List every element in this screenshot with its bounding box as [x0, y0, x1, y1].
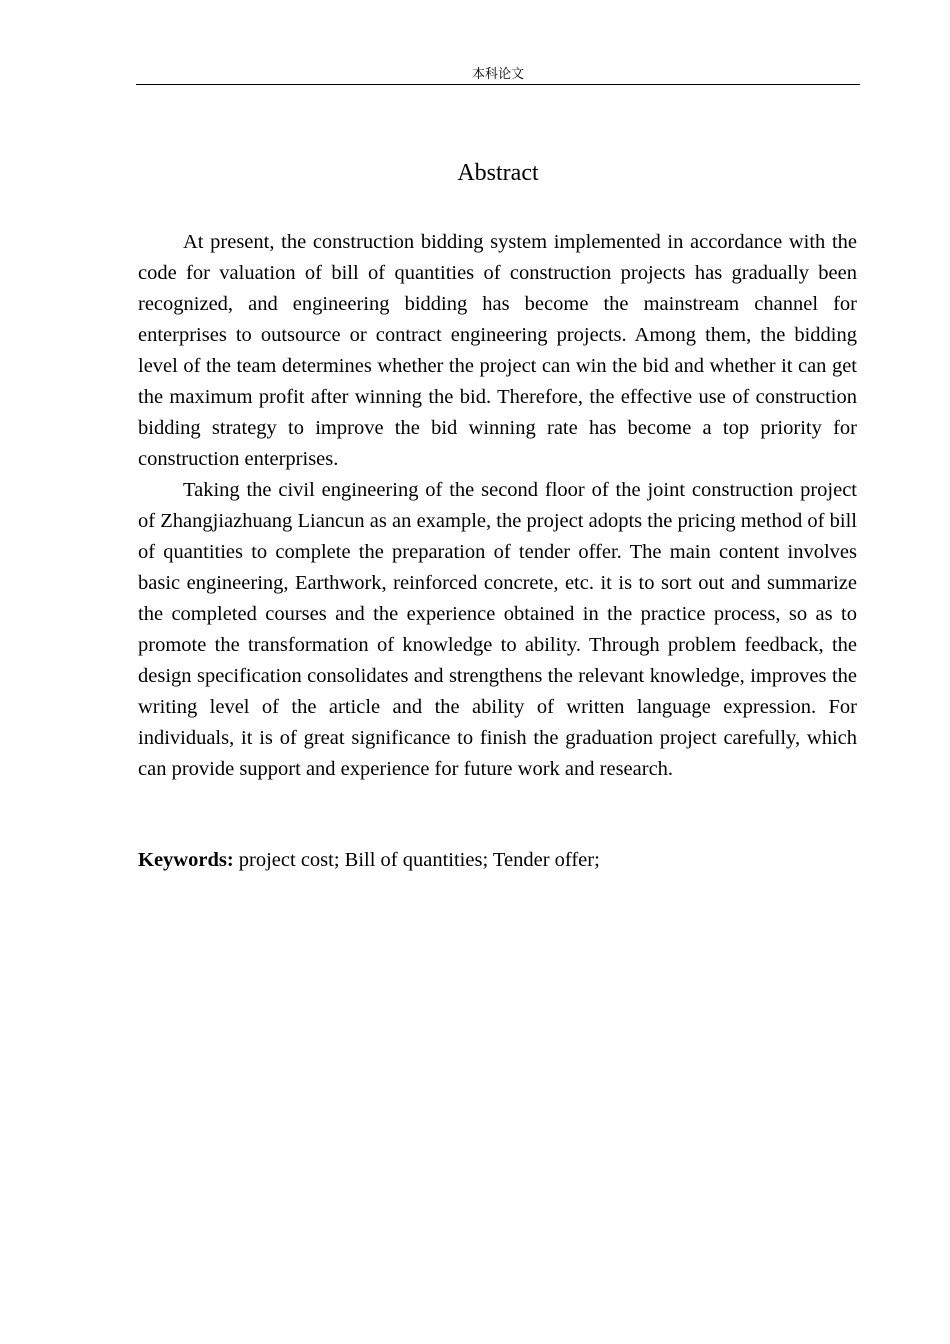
keywords-line	[138, 845, 857, 876]
abstract-title: Abstract	[457, 160, 539, 186]
abstract-paragraph-1: At present, the construction bidding system implemented in accordance with the code for valuation of bill of quantities of construction projects has gradually been recognized, and engineering bidding has become the mainstream channel for enterprises to outsource or contract engineering projects. Among them, the bidding level of the team determines whether the project can win the bid and whether it can get the maximum profit after winning the bid. Therefore, the effective use of construction bidding strategy to improve the bid winning rate has become a top priority for construction enterprises.	[138, 231, 857, 470]
page-header	[136, 64, 860, 85]
keywords-text: project cost; Bill of quantities; Tender offer;	[233, 849, 600, 871]
abstract-body	[138, 227, 857, 785]
keywords-label: Keywords:	[138, 849, 234, 871]
abstract-paragraph-2: Taking the civil engineering of the second floor of the joint construction project of Zhangjiazhuang Liancun as an example, the project adopts the pricing method of bill of quantities to complete the preparation of tender offer. The main content involves basic engineering, Earthwork, reinforced concrete, etc. it is to sort out and summarize the completed courses and the experience obtained in the practice process, so as to promote the transformation of knowledge to ability. Through problem feedback, the design specification consolidates and strengthens the relevant knowledge, improves the writing level of the article and the ability of written language expression. For individuals, it is of great significance to finish the graduation project carefully, which can provide support and experience for future work and research.	[138, 479, 857, 780]
running-title: 本科论文	[471, 66, 524, 81]
